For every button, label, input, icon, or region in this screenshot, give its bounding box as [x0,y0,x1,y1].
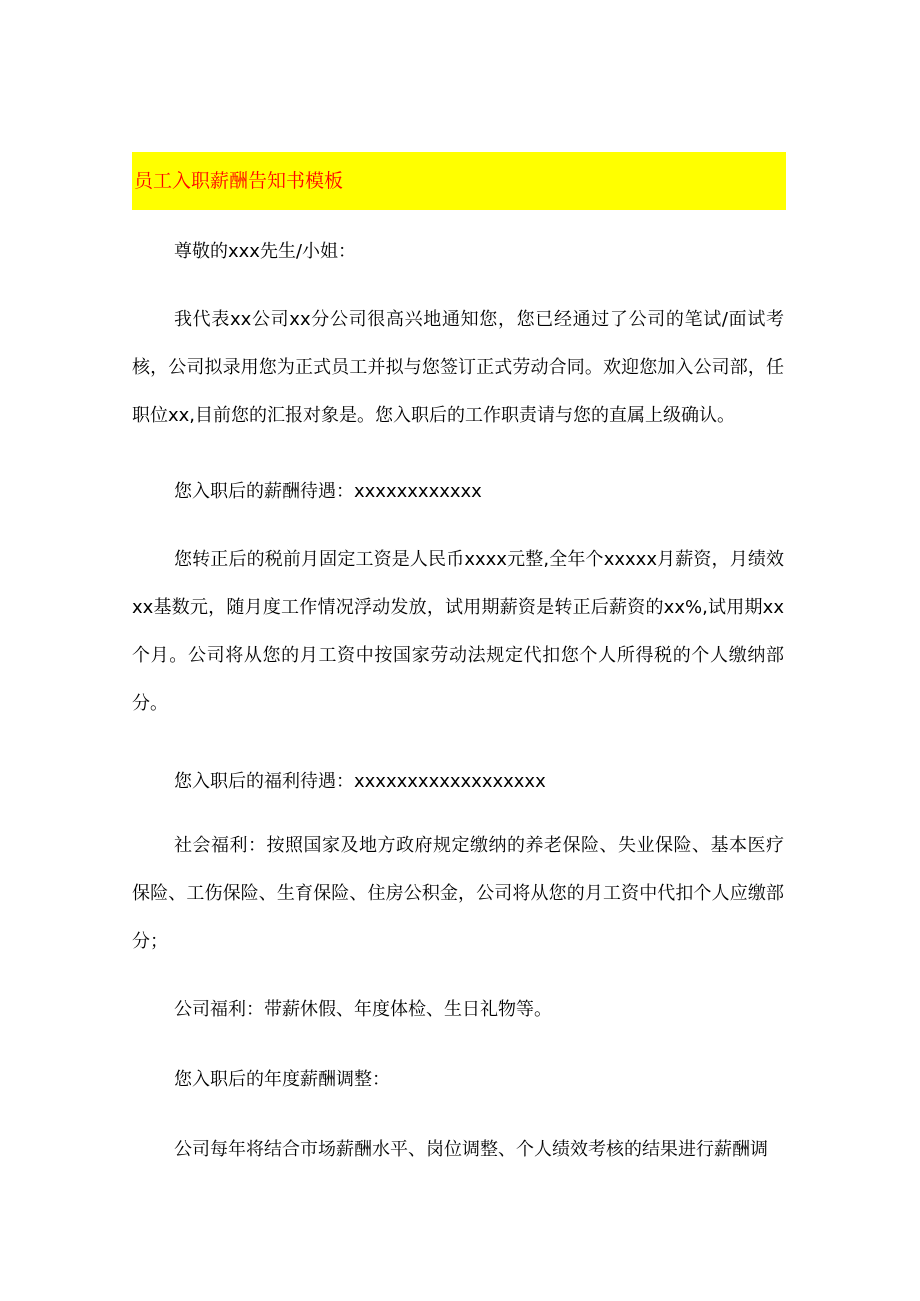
salutation: 尊敬的xxx先生/小姐： [174,241,357,262]
paragraph-salary-heading: 您入职后的薪酬待遇：xxxxxxxxxxxx [174,481,482,502]
title-highlight [132,152,786,210]
paragraph-company-benefits: 公司福利：带薪休假、年度体检、生日礼物等。 [174,999,552,1020]
paragraph-social-benefits: 社会福利：按照国家及地方政府规定缴纳的养老保险、失业保险、基本医疗保险、工伤保险、生育保险、住房公积金，公司将从您的月工资中代扣个人应缴部分； [132,835,784,952]
paragraph-adjustment-heading: 您入职后的年度薪酬调整： [174,1069,390,1090]
paragraph-adjustment-details: 公司每年将结合市场薪酬水平、岗位调整、个人绩效考核的结果进行薪酬调 [174,1139,768,1160]
paragraph-salary-details: 您转正后的税前月固定工资是人民币xxxx元整,全年个xxxxx月薪资，月绩效xx基数元，随月度工作情况浮动发放，试用期薪资是转正后薪资的xx%,试用期xx个月。公司将从您的月工资中按国家劳动法规定代扣您个人所得税的个人缴纳部分。 [132,549,784,714]
document-title: 员工入职薪酬告知书模板 [134,170,344,192]
paragraph-offer: 我代表xx公司xx分公司很高兴地通知您，您已经通过了公司的笔试/面试考核，公司拟录用您为正式员工并拟与您签订正式劳动合同。欢迎您加入公司部，任职位xx,目前您的汇报对象是。您入职后的工作职责请与您的直属上级确认。 [132,309,784,426]
paragraph-benefits-heading: 您入职后的福利待遇：xxxxxxxxxxxxxxxxxx [174,771,546,792]
